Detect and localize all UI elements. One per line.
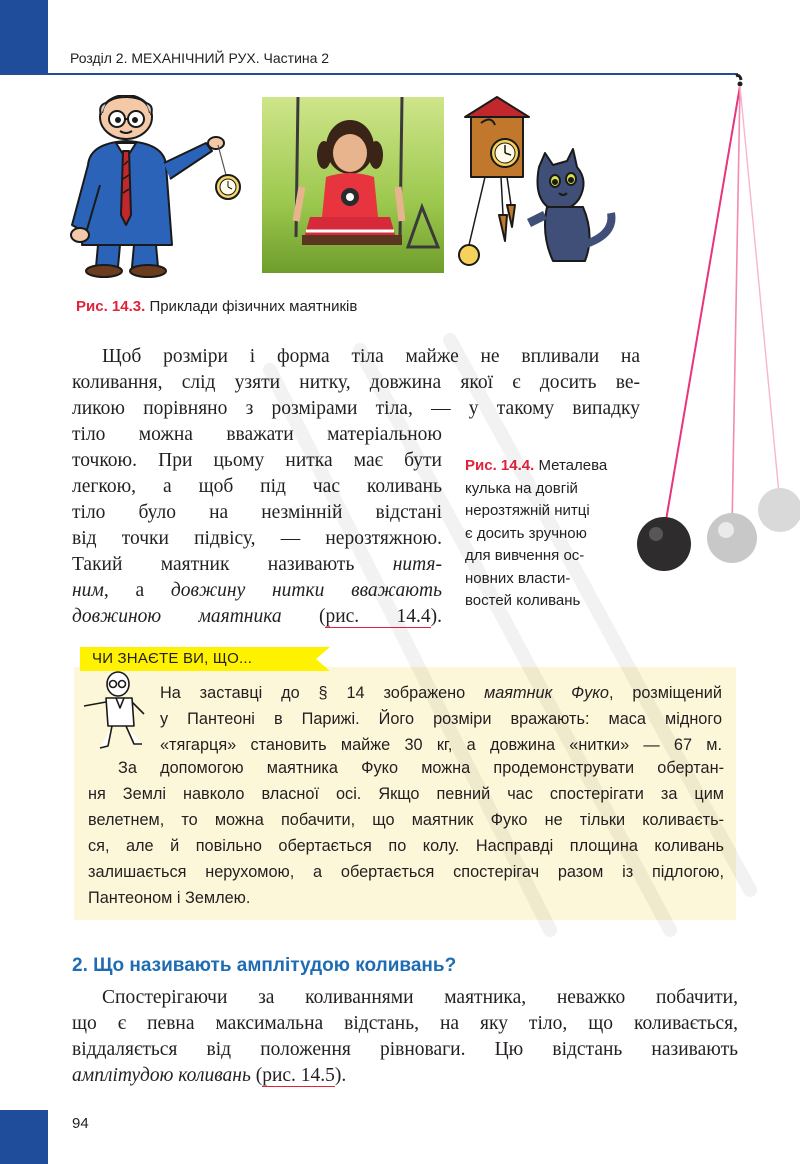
figure-14-4-label: Рис. 14.4. <box>465 457 535 474</box>
body-paragraph-1-continued: тіло можна вважати матеріальною точкою. При цьому нитка має бути легкою, а щоб під час коливань тіло було на незмінній відстані від точки підвісу, — нерозтяжною. Такий маятник називають нитя- ним, а довжину нитки вважають довжиною маятника (рис. 14.4). <box>72 424 442 627</box>
page-corner-bar-bottom <box>0 1110 48 1164</box>
figure-ref-14-5-link[interactable]: рис. 14.5 <box>262 1065 335 1086</box>
did-you-know-paragraph-1: На заставці до § 14 зображено маятник Фуко, розміщений у Пантеоні в Парижі. Його розміри вражають: маса мідного «тягарця» становить майже 30 кг, а довжина «нитки» — 67 м. <box>160 684 722 754</box>
professor-pendulum-illustration <box>68 95 258 280</box>
section-2-heading: 2. Що називають амплітудою коливань? <box>72 955 457 976</box>
running-header: Розділ 2. МЕХАНІЧНИЙ РУХ. Частина 2 <box>70 50 330 66</box>
figure-14-4-caption: Рис. 14.4. Металева кулька на довгій нерозтяжній нитці є досить зручною для вивчення ос- новних власти- востей коливань <box>465 457 608 609</box>
figure-14-3-caption <box>76 295 357 318</box>
cuckoo-clock-and-cat-illustration <box>455 95 620 280</box>
figure-14-3-label: Рис. 14.3. <box>76 298 146 315</box>
did-you-know-paragraph-2: За допомогою маятника Фуко можна продемонструвати обертан- ня Землі навколо власної осі. Якщо певний час спостерігати за цим велетнем, то можна побачити, що маятник Фуко не тільки коливаєть- ся, але й повільно обертається по колу. Насправді площина коливань залишається нерухомою, а обертається спостерігач разом із підлогою, Пантеоном і Землею. <box>88 759 724 907</box>
pendulum-balls-illustration <box>600 72 800 582</box>
figure-ref-14-4-link[interactable]: рис. 14.4 <box>325 606 431 627</box>
girl-on-swing-photo <box>262 97 444 273</box>
page-corner-bar-top <box>0 0 48 75</box>
figure-14-3-text: Приклади фізичних маятників <box>149 298 358 315</box>
walking-professor-icon <box>78 668 150 753</box>
did-you-know-title: ЧИ ЗНАЄТЕ ВИ, ЩО... <box>92 650 253 667</box>
page-number: 94 <box>72 1115 89 1132</box>
body-paragraph-1: Щоб розміри і форма тіла майже не впливали на коливання, слід узяти нитку, довжина якої є досить ве- ликою порівняно з розмірами тіла, — у такому випадку <box>72 346 640 419</box>
body-paragraph-amplitude: Спостерігаючи за коливаннями маятника, неважко побачити, що є певна максимальна відстань, на яку тіло, що коливається, віддаляється від положення рівноваги. Цю відстань називають амплітудою коливань (рис. 14.5). <box>72 987 738 1086</box>
